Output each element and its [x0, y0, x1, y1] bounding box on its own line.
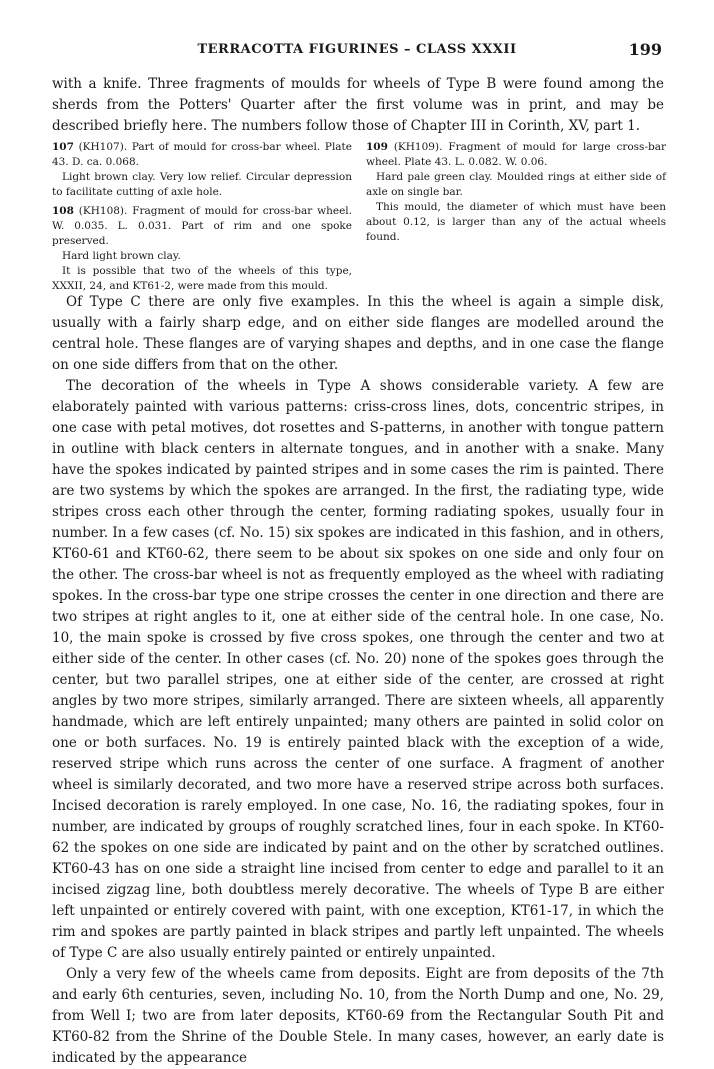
page-number: 199 — [628, 40, 662, 59]
intro-paragraph: with a knife. Three fragments of moulds for wheels of Type B were found among the sherds from the Potters' Quarter after the first volume was in print, and may be described briefly here. The numbers follow those of Chapter III in Corinth, XV, part 1. — [52, 76, 664, 134]
intro-section — [52, 74, 664, 137]
running-title: TERRACOTTA FIGURINES – CLASS XXXII — [197, 42, 517, 57]
mould-catalog — [52, 140, 666, 292]
entry-heading — [52, 204, 352, 249]
entry-heading — [366, 140, 666, 170]
entry-number: 107 — [52, 141, 74, 153]
entry-heading — [52, 140, 352, 170]
catalog-column-left — [52, 140, 352, 298]
paragraph-type-c: Of Type C there are only five examples. In this the wheel is again a simple disk, usually with a fairly sharp edge, and on either side flanges are modelled around the central hole. These flanges are of varying shapes and depths, and in one case the flange on one side differs from that on the other. — [52, 294, 664, 373]
entry-number: 108 — [52, 205, 74, 217]
main-text — [52, 292, 664, 1069]
entry-description: Light brown clay. Very low relief. Circular depression to facilitate cutting of axle hole. — [52, 171, 352, 198]
entry-number: 109 — [366, 141, 388, 153]
entry-note: It is possible that two of the wheels of this type, XXXII, 24, and KT61-2, were made from this mould. — [52, 265, 352, 292]
entry-heading-text: (KH109). Fragment of mould for large cross-bar wheel. Plate 43. L. 0.082. W. 0.06. — [366, 141, 666, 168]
entry-description: Hard light brown clay. — [62, 250, 181, 262]
page-header — [52, 42, 662, 62]
entry-heading-text: (KH107). Part of mould for cross-bar wheel. Plate 43. D. ca. 0.068. — [52, 141, 352, 168]
catalog-entry-108 — [52, 204, 352, 294]
catalog-entry-109 — [366, 140, 666, 245]
entry-heading-text: (KH108). Fragment of mould for cross-bar wheel. W. 0.035. L. 0.031. Part of rim and one spoke preserved. — [52, 205, 352, 247]
paragraph-deposits: Only a very few of the wheels came from deposits. Eight are from deposits of the 7th and early 6th centuries, seven, including No. 10, from the North Dump and one, No. 29, from Well I; two are from later deposits, KT60-69 from the Rectangular South Pit and KT60-82 from the Shrine of the Double Stele. In many cases, however, an early date is indicated by the appearance — [52, 966, 664, 1066]
entry-note: This mould, the diameter of which must have been about 0.12, is larger than any of the actual wheels found. — [366, 201, 666, 243]
catalog-column-right — [366, 140, 666, 249]
paragraph-decoration: The decoration of the wheels in Type A shows considerable variety. A few are elaborately painted with various patterns: criss-cross lines, dots, concentric stripes, in one case with petal motives, dot rosettes and S-patterns, in another with tongue pattern in outline with black centers in alternate tongues, and in another with a snake. Many have the spokes indicated by painted stripes and in some cases the rim is painted. There are two systems by which the spokes are arranged. In the first, the radiating type, wide stripes cross each other through the center, forming radiating spokes, usually four in number. In a few cases (cf. No. 15) six spokes are indicated in this fashion, and in others, KT60-61 and KT60-62, there seem to be about six spokes on one side and only four on the other. The cross-bar wheel is not as frequently employed as the wheel with radiating spokes. In the cross-bar type one stripe crosses the center in one direction and there are two stripes at right angles to it, one at either side of the central hole. In one case, No. 10, the main spoke is crossed by five cross spokes, one through the center and two at either side of the center. In other cases (cf. No. 20) none of the spokes goes through the center, but two parallel stripes, one at either side of the center, are crossed at right angles by two more stripes, similarly arranged. There are sixteen wheels, all apparently handmade, which are left entirely unpainted; many others are painted in solid color on one or both surfaces. No. 19 is entirely painted black with the exception of a wide, reserved stripe which runs across the center of one surface. A fragment of another wheel is similarly decorated, and two more have a reserved stripe across both surfaces. Incised decoration is rarely employed. In one case, No. 16, the radiating spokes, four in number, are indicated by groups of roughly scratched lines, four in each spoke. In KT60-62 the spokes on one side are indicated by paint and on the other by scratched outlines. KT60-43 has on one side a straight line incised from center to edge and parallel to it an incised zigzag line, both doubtless merely decorative. The wheels of Type B are either left unpainted or entirely covered with paint, with one exception, KT61-17, in which the rim and spokes are partly painted in black stripes and partly left unpainted. The wheels of Type C are also usually entirely painted or entirely unpainted. — [52, 378, 664, 961]
catalog-entry-107 — [52, 140, 352, 200]
entry-description: Hard pale green clay. Moulded rings at either side of axle on single bar. — [366, 171, 666, 198]
